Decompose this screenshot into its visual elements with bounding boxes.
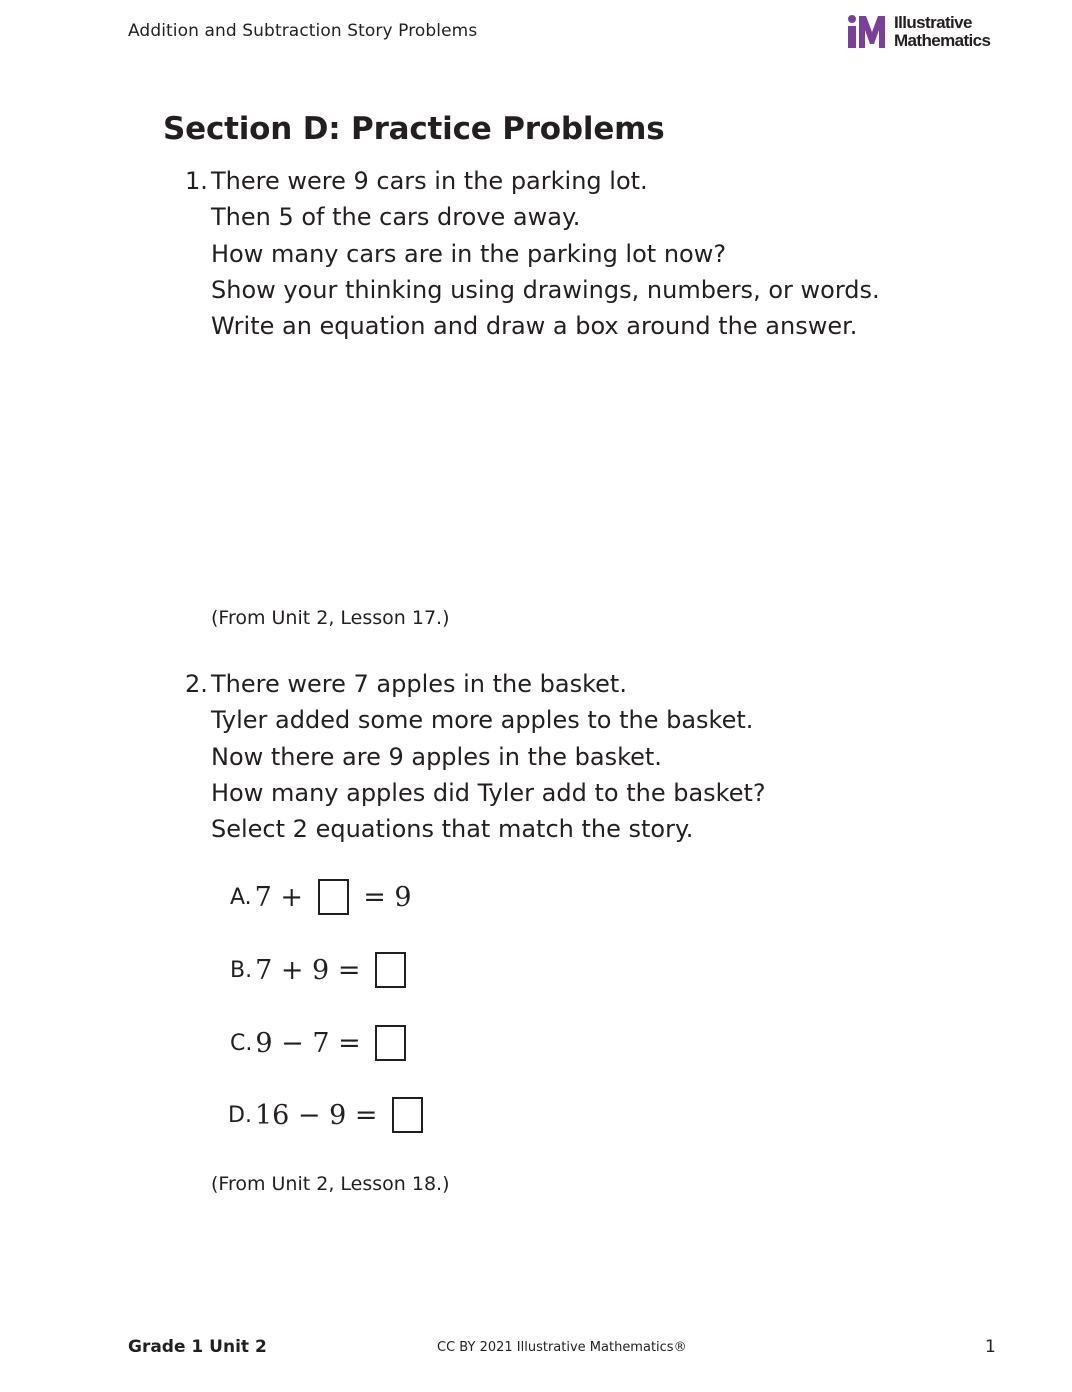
- problem-text: [211, 163, 880, 344]
- problem-line: How many cars are in the parking lot now?: [211, 239, 727, 268]
- choice-a[interactable]: [230, 877, 412, 917]
- problem-line: Write an equation and draw a box around the answer.: [211, 312, 858, 341]
- problem-line: Then 5 of the cars drove away.: [211, 203, 581, 232]
- equation-part: 7 + 9 =: [255, 954, 370, 986]
- logo-wordmark: [894, 14, 990, 50]
- problem-number: 2.: [185, 670, 208, 698]
- section-title: Section D: Practice Problems: [163, 111, 665, 147]
- answer-box: [375, 1025, 406, 1061]
- problem-line: Show your thinking using drawings, numbers, or words.: [211, 275, 880, 304]
- answer-box: [392, 1097, 423, 1133]
- choice-letter: A.: [230, 884, 252, 910]
- answer-box: [318, 879, 349, 915]
- equation-part: = 9: [354, 881, 412, 913]
- choice-c[interactable]: [230, 1023, 412, 1063]
- logo: [846, 14, 1006, 54]
- problem-number: 1.: [185, 167, 208, 195]
- problem-line: Now there are 9 apples in the basket.: [211, 742, 662, 771]
- problem-2-source: (From Unit 2, Lesson 18.): [211, 1173, 450, 1195]
- equation-part: 9 − 7 =: [255, 1027, 370, 1059]
- equation-part: 7 +: [254, 881, 312, 913]
- page-number: 1: [985, 1337, 996, 1357]
- im-logo-icon: [846, 14, 890, 50]
- choice-letter: B.: [230, 957, 253, 983]
- problem-text: [211, 666, 766, 847]
- problem-line: Select 2 equations that match the story.: [211, 815, 694, 844]
- problem-line: How many apples did Tyler add to the basket?: [211, 778, 766, 807]
- equation-part: 16 − 9 =: [254, 1099, 387, 1131]
- logo-line-2: Mathematics: [894, 31, 991, 50]
- problem-line: There were 7 apples in the basket.: [211, 670, 627, 698]
- footer-grade-unit: Grade 1 Unit 2: [128, 1337, 267, 1357]
- problem-line: There were 9 cars in the parking lot.: [211, 167, 648, 195]
- choice-d[interactable]: [228, 1095, 429, 1135]
- choice-letter: C.: [230, 1030, 253, 1056]
- problem-line: Tyler added some more apples to the basket.: [211, 706, 754, 735]
- problem-1-source: (From Unit 2, Lesson 17.): [211, 607, 450, 629]
- choice-letter: D.: [228, 1102, 252, 1128]
- answer-box: [375, 952, 406, 988]
- logo-line-1: Illustrative: [894, 13, 972, 32]
- footer-copyright: CC BY 2021 Illustrative Mathematics®: [437, 1340, 687, 1355]
- header-title: Addition and Subtraction Story Problems: [128, 21, 478, 41]
- choice-b[interactable]: [230, 950, 412, 990]
